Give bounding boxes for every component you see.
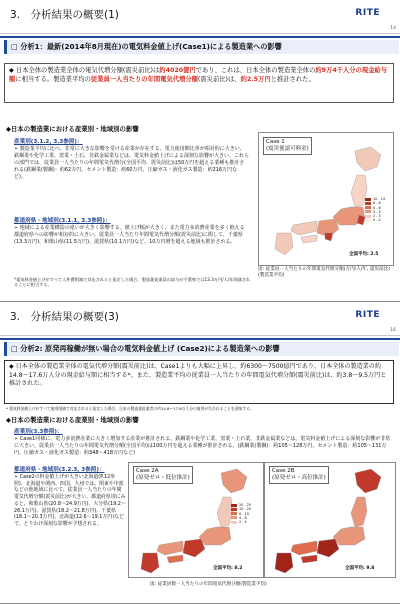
map-caption: 図: 従業員数一人当たりの年間電気代増分額(製造業平均) bbox=[150, 582, 267, 587]
region-heading: 都道府県・地域別(3.1.1, 3.3参照)： bbox=[14, 218, 111, 224]
industry-text: ➢ Case1同様に、電力多消費産業に大きく増加する産業が推計される。鉄鋼業や化学工業、窯業・土石業、非鉄金属業などは、電気料金値上げによる深刻な影響が非常に大きい。従業員一人当たりの年間電気代増分額(全国平均)は100万円を超える業種が推計される。(鉄鋼業(製鋼)：約105〜128万円、セメント製造：約105〜131万円、圧縮ガス・液化ガス製造：約348〜418万円など) bbox=[14, 436, 391, 456]
summary-highlight: 約2.5万円 bbox=[240, 76, 271, 84]
legend-item bbox=[365, 218, 385, 222]
summary-part: (震災前比)は、 bbox=[197, 76, 241, 84]
footnote: * 電気料金値上げがすべて雇用削減で対応されると仮定した場合、日本の製造業従業者の約14.8〜17.6万人分の雇用が失われることを意味する。 bbox=[6, 406, 254, 411]
map-case-name: Case 2A bbox=[136, 468, 159, 474]
legend-label: 10 - 20 bbox=[239, 507, 252, 512]
map-legend bbox=[231, 503, 251, 524]
page-title: 3. 分析結果の概要(3) bbox=[10, 311, 119, 323]
industry-heading: 産業別(3.3参照)： bbox=[14, 429, 63, 435]
national-average: 全国平均: 2.5 bbox=[349, 252, 379, 257]
map-case2b bbox=[264, 462, 396, 578]
rite-logo: RITE bbox=[355, 8, 380, 18]
summary-part: と推計された。 bbox=[270, 76, 315, 84]
divider bbox=[0, 335, 400, 336]
map-region-hokkaido bbox=[355, 469, 381, 493]
industry-block bbox=[14, 427, 394, 457]
legend-label: 0 - 2 bbox=[373, 218, 381, 223]
map-region-chugoku bbox=[157, 541, 183, 555]
legend-swatch bbox=[231, 521, 237, 524]
legend-label: 20 - 25 bbox=[239, 503, 252, 507]
map-region-shikoku bbox=[167, 555, 183, 563]
summary-text: ◆ 日本全体の製造業全体の電気代増分額(震災前比)は、Case1よりも大幅に上昇し、約6300〜7500億円であり、日本全体の製造業の約14.8〜17.6万人分の現金給与額に相当する*。また、製造業平均の従業員一人当たりの年間電気代増分額(震災前比)は、約3.8〜9.5万円と推計された。 bbox=[9, 363, 387, 388]
map-case-sub: (震災後認可料金) bbox=[266, 146, 309, 152]
legend-label: 2 - 4 bbox=[239, 520, 247, 525]
japan-map-svg bbox=[265, 463, 395, 577]
map-region-tohoku bbox=[351, 497, 367, 527]
summary-box bbox=[4, 63, 394, 103]
page-number: 16 bbox=[390, 328, 396, 333]
summary-highlight: 約4020億円 bbox=[159, 67, 196, 74]
section-subtitle: □ 分析2: 原発再稼働が無い場合の電気料金値上げ (Case2)による製造業への影響 bbox=[4, 342, 399, 356]
map-region-kyushu bbox=[141, 553, 159, 573]
map-case2a bbox=[128, 462, 264, 578]
footnote: *電気料金値上げがすべて人件費削減で対応されると仮定した場合、製造業従業員の給与が千葉県では13.3万円/人/年削減されることに相当する。 bbox=[14, 277, 251, 288]
map-caption: 図: 従業員一人当たりの年間電気代増分額(万円/人/年, 震災前比)(製造業平均) bbox=[258, 267, 391, 278]
map-region-kyushu bbox=[275, 233, 293, 255]
rite-logo: RITE bbox=[355, 310, 380, 320]
map-case-sub: (原発ゼロ・高位推計) bbox=[272, 475, 326, 481]
industry-block bbox=[14, 137, 249, 181]
summary-highlight: 従業員一人当たり bbox=[90, 76, 142, 84]
summary-highlight: 約9万4千人分の現金給与額 bbox=[9, 67, 388, 84]
summary-highlight: の年間電気代増分額 bbox=[141, 76, 198, 84]
national-average: 全国平均: 8.2 bbox=[213, 566, 243, 571]
map-region-kansai bbox=[317, 539, 339, 557]
legend-label: 2 - 3 bbox=[373, 214, 381, 219]
legend-label: 6 - 10 bbox=[239, 511, 249, 516]
map-region-hokkaido bbox=[221, 469, 247, 493]
legend-swatch bbox=[365, 219, 371, 222]
legend-item bbox=[231, 520, 251, 524]
legend-label: 4 - 6 bbox=[373, 205, 381, 210]
summary-part: ◆ 日本全体の製造業全体の電気代増分額(震災前比)は bbox=[9, 67, 160, 74]
summary-part: 体の製造業全体の bbox=[264, 67, 316, 74]
divider bbox=[0, 36, 400, 38]
map-case1 bbox=[258, 132, 394, 266]
map-region-kyushu bbox=[275, 553, 293, 573]
legend-label: 4 - 6 bbox=[239, 515, 247, 520]
page-title: 3. 分析結果の概要(1) bbox=[10, 9, 119, 21]
legend-swatch bbox=[231, 504, 237, 507]
slide-header bbox=[0, 302, 400, 334]
map-region-shikoku bbox=[301, 235, 317, 243]
legend-swatch bbox=[365, 206, 371, 209]
map-region-kanto bbox=[199, 527, 231, 545]
legend-swatch bbox=[365, 210, 371, 213]
legend-swatch bbox=[365, 202, 371, 205]
legend-swatch bbox=[365, 198, 371, 201]
industry-heading: 産業別(3.1.2, 3.3参照)： bbox=[14, 139, 83, 145]
region-text: ➢ 地域による産業構造の違いが大きく影響する。値上げ幅が大きく、また電力多消費産業を多く抱える都道府県への影響が相対的に大きい。従業員一人当たり年間電気代増分額(震災前比)に関して、千葉県(13.3万円)、和歌山県(11.5万円)、滋賀県(10.1万円)など、10万円増を超える地域も推計される。 bbox=[14, 225, 245, 245]
summary-text bbox=[9, 66, 389, 84]
section-heading: ◆日本の製造業における産業別・地域別の影響 bbox=[6, 416, 139, 424]
national-average: 全国平均: 9.8 bbox=[345, 566, 375, 571]
map-region-kansai bbox=[183, 539, 205, 557]
summary-part: に相当する。製造業平均の bbox=[15, 76, 91, 84]
region-text: ➢ Case2の料金値上げが大きい北海道(P.12参照)、北海道や関西、四国、九州では、関東や中部などの他地域に比べて、従業員一人当たりの年間電気代増分額(震災前比)が大きい。都道府県別にみると、和歌山県(20.8〜24.9万円)、大分県(19.2〜26.1万円)、滋賀県(18.2〜21.8万円)、千葉県(18.1〜20.3万円)、北海道(12.6〜19.1万円)などで、とりわけ深刻な影響が予想される。 bbox=[14, 474, 126, 527]
summary-box bbox=[4, 360, 394, 404]
map-region-kanto bbox=[333, 527, 365, 545]
page-number: 14 bbox=[390, 26, 396, 31]
map-region-hokkaido bbox=[355, 147, 381, 171]
section-subtitle: □ 分析1：最新(2014年8月現在)の電気料金値上げ(Case1)による製造業への影響 bbox=[4, 40, 399, 54]
map-case-name: Case 1 bbox=[266, 139, 285, 145]
map-region-shikoku bbox=[301, 555, 317, 563]
legend-swatch bbox=[231, 512, 237, 515]
map-region-chugoku bbox=[291, 541, 317, 555]
region-block bbox=[14, 465, 126, 528]
industry-text: ➢ 製造業平均に比べ、非常に大きな影響を受ける産業が存在する。電力使用額比率が相対的に大きい、鉄鋼業や化学工業、窯業・土石、非鉄金属業などは、電気料金値上げによる深刻な影響が大きい。これらの部門では、従業員一人当たりの年間電気代増分(全国平均、震災前比)は50万円を超える業種も推計される(鉄鋼業(製鋼)：約62万円、セメント製造：約60万円、圧縮ガス・液化ガス製造：約216万円など)。 bbox=[14, 146, 250, 180]
map-legend bbox=[365, 197, 385, 223]
legend-label: 3 - 4 bbox=[373, 209, 381, 214]
slide-page-2 bbox=[0, 301, 400, 604]
map-case-sub: (原発ゼロ・低位推計) bbox=[136, 475, 190, 481]
region-heading: 都道府県・地域別(3.2.3, 3参照)： bbox=[14, 467, 105, 473]
map-region-wakayama bbox=[325, 233, 333, 241]
legend-swatch bbox=[231, 516, 237, 519]
divider bbox=[0, 338, 400, 340]
region-block bbox=[14, 216, 249, 246]
section-heading: ◆日本の製造業における産業別・地域別の影響 bbox=[6, 125, 139, 133]
legend-swatch bbox=[365, 215, 371, 218]
map-region-chugoku bbox=[291, 221, 317, 235]
summary-part: であり、これは、日本全 bbox=[195, 67, 265, 74]
slide-header bbox=[0, 0, 400, 32]
legend-label: 6 - 8 bbox=[373, 201, 381, 206]
legend-label: 10 - 14 bbox=[373, 197, 386, 201]
divider bbox=[0, 33, 400, 34]
legend-swatch bbox=[231, 508, 237, 511]
map-case-name: Case 2B bbox=[272, 468, 295, 474]
